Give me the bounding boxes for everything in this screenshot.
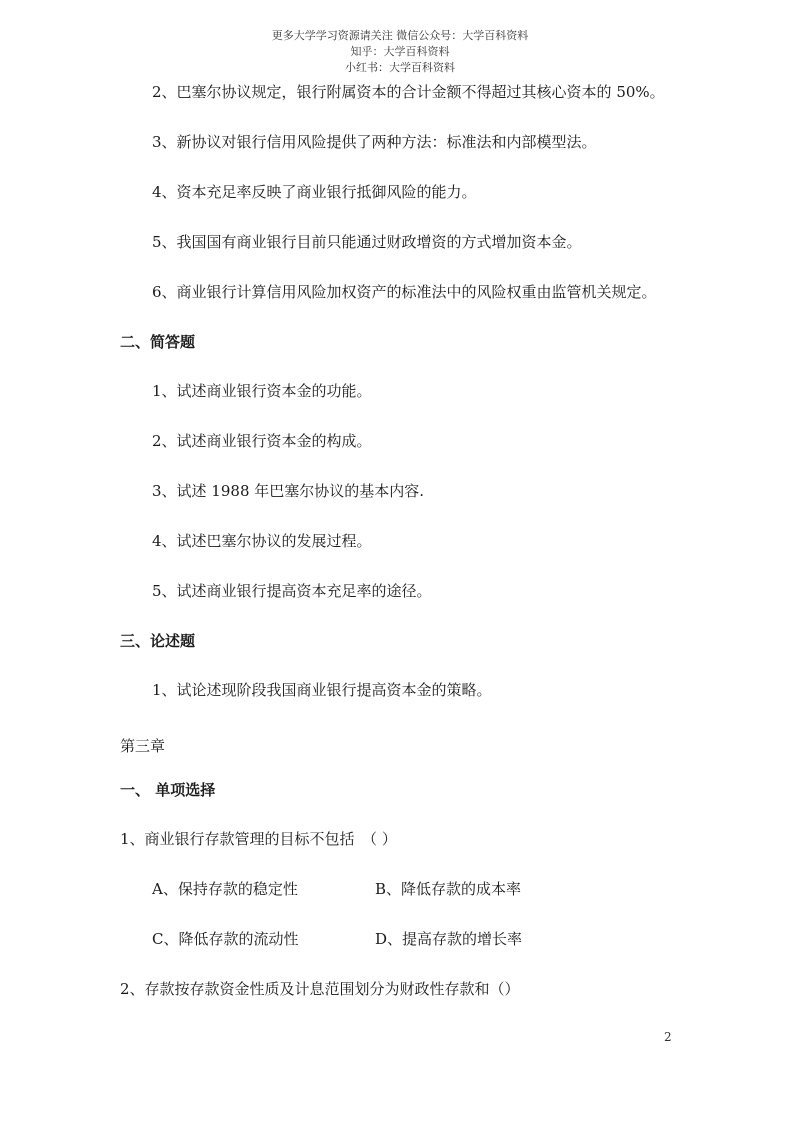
- essay-item-1: 1、试论述现阶段我国商业银行提高资本金的策略。: [152, 681, 492, 699]
- question-1-option-c: C、降低存款的流动性: [152, 930, 299, 948]
- page-number: 2: [664, 1030, 672, 1044]
- short-answer-item-5: 5、试述商业银行提高资本充足率的途径。: [152, 582, 432, 600]
- judgment-item-2: 2、巴塞尔协议规定，银行附属资本的合计金额不得超过其核心资本的 50%。: [152, 83, 665, 101]
- judgment-item-3: 3、新协议对银行信用风险提供了两种方法：标准法和内部模型法。: [152, 133, 597, 151]
- header-wechat-text: 更多大学学习资源请关注 微信公众号：大学百科资料: [271, 29, 529, 42]
- judgment-item-5: 5、我国国有商业银行目前只能通过财政增资的方式增加资本金。: [152, 233, 582, 251]
- question-1-stem: 1、商业银行存款管理的目标不包括 （ ）: [120, 830, 397, 848]
- header-zhihu-text: 知乎：大学百科资料: [350, 45, 450, 58]
- short-answer-item-3: 3、试述 1988 年巴塞尔协议的基本内容.: [152, 482, 425, 500]
- question-1-option-a: A、保持存款的稳定性: [152, 880, 298, 898]
- essay-heading: 三、论述题: [120, 632, 196, 650]
- header-xiaohongshu-text: 小红书：大学百科资料: [345, 61, 455, 74]
- short-answer-heading: 二、简答题: [120, 333, 196, 351]
- question-1-option-d: D、提高存款的增长率: [375, 930, 523, 948]
- judgment-item-6: 6、商业银行计算信用风险加权资产的标准法中的风险权重由监管机关规定。: [152, 283, 657, 301]
- chapter-title: 第三章: [120, 737, 166, 755]
- judgment-item-4: 4、资本充足率反映了商业银行抵御风险的能力。: [152, 183, 477, 201]
- question-2-stem: 2、存款按存款资金性质及计息范围划分为财政性存款和（）: [120, 980, 520, 998]
- question-1-option-b: B、降低存款的成本率: [375, 880, 522, 898]
- short-answer-item-2: 2、试述商业银行资本金的构成。: [152, 432, 372, 450]
- short-answer-item-1: 1、试述商业银行资本金的功能。: [152, 382, 372, 400]
- short-answer-item-4: 4、试述巴塞尔协议的发展过程。: [152, 532, 372, 550]
- page-header: [0, 14, 793, 75]
- single-choice-heading: 一、 单项选择: [120, 781, 216, 799]
